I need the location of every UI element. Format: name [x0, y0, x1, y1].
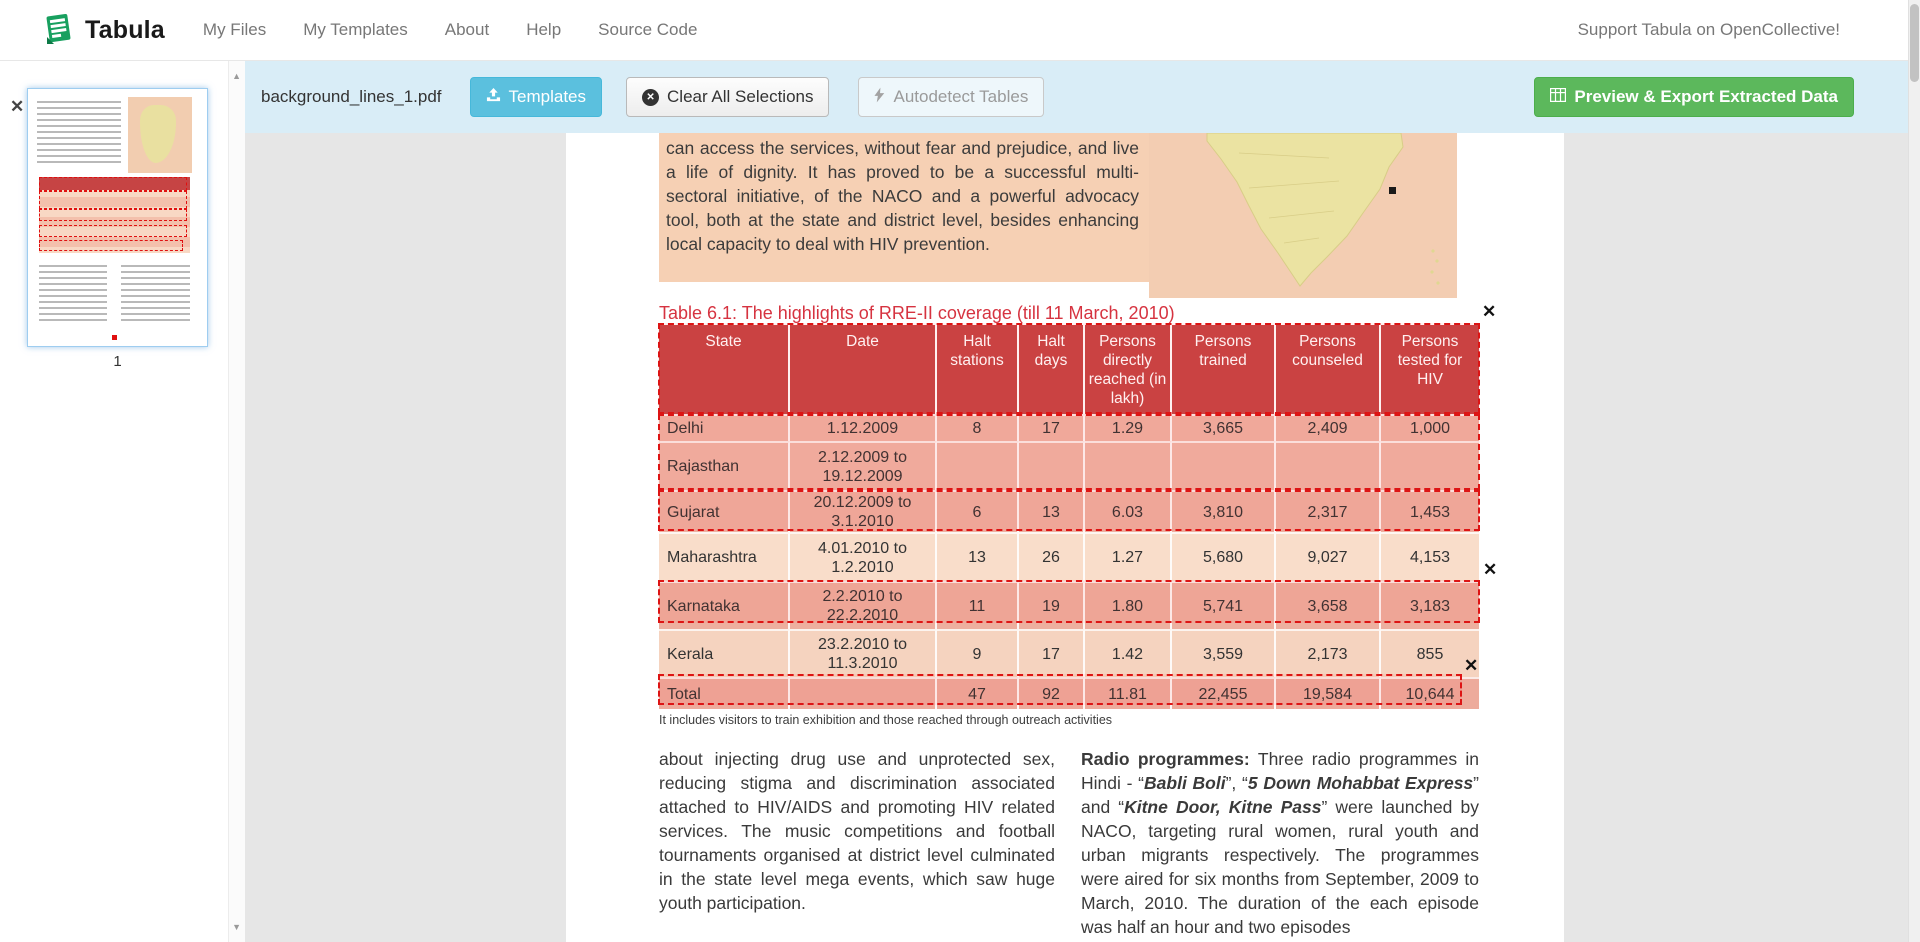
- intro-paragraph: can access the services, without fear and prejudice, and live a life of dignity. It has proved to be a successful multi-sectoral initiative, of the NACO and a powerful advocacy tool, both at the state and district level, besides enhancing local capacity to deal with HIV prevention.: [666, 138, 1139, 254]
- table-cell: 1,000: [1381, 414, 1479, 441]
- table-row: [659, 532, 1479, 581]
- table-cell: 4,153: [1381, 532, 1479, 581]
- thumbnail-selection: [39, 240, 183, 251]
- pdf-intro-block: [659, 133, 1457, 298]
- pdf-page[interactable]: [566, 133, 1564, 942]
- brand[interactable]: [43, 12, 165, 49]
- upload-icon: [486, 87, 501, 107]
- nav-my-templates[interactable]: My Templates: [303, 20, 408, 39]
- table-header-cell: Halt stations: [937, 325, 1019, 414]
- table-header-cell: State: [659, 325, 790, 414]
- navbar: [0, 0, 1920, 61]
- window-scrollbar-thumb[interactable]: [1910, 4, 1919, 82]
- sidebar: [0, 61, 245, 942]
- table-cell: 1.27: [1085, 532, 1172, 581]
- table-cell: 23.2.2010 to 11.3.2010: [790, 629, 937, 677]
- pdf-canvas: [245, 133, 1908, 942]
- table-cell: 1.42: [1085, 629, 1172, 677]
- table-cell: 6: [937, 490, 1019, 532]
- right-column-text: Radio programmes: Three radio programmes in Hindi - “Babli Boli”, “5 Down Mohabbat Express” and “Kitne Door, Kitne Pass” were launched by NACO, targeting rural women, rural youth and urban migrants respectively. The programmes were aired for six months from September, 2009 to March, 2010. The duration of the each episode was half an hour and two episodes: [1081, 749, 1479, 937]
- thumbnail-selection: [39, 191, 187, 209]
- thumbnail-map: [128, 97, 192, 173]
- thumbnail-selection: [39, 209, 187, 221]
- selection-rows-delhi-rajasthan[interactable]: [658, 414, 1480, 490]
- toolbar: [245, 61, 1908, 133]
- table-header-cell: Persons trained: [1172, 325, 1276, 414]
- table-cell: 2,317: [1276, 490, 1381, 532]
- table-cell: 26: [1019, 532, 1085, 581]
- filename-label: background_lines_1.pdf: [261, 87, 442, 106]
- table-cell: 10,644: [1381, 677, 1479, 709]
- thumbnail-text-lines: [37, 101, 121, 167]
- table-cell: 1.29: [1085, 414, 1172, 441]
- table-cell: 17: [1019, 629, 1085, 677]
- nav-about[interactable]: About: [444, 20, 490, 39]
- table-cell: Total: [659, 677, 790, 709]
- table-cell: 19,584: [1276, 677, 1381, 709]
- body-row: [0, 61, 1908, 942]
- table-cell: 4.01.2010 to 1.2.2010: [790, 532, 937, 581]
- thumbnail-text-lines: [39, 265, 107, 325]
- remove-selection-icon[interactable]: ✕: [1464, 656, 1479, 675]
- table-cell: 47: [937, 677, 1019, 709]
- remove-selection-icon[interactable]: ✕: [1483, 560, 1498, 579]
- support-link[interactable]: Support Tabula on OpenCollective!: [1577, 20, 1840, 39]
- page-number-label: 1: [113, 353, 122, 370]
- table-cell: 1,453: [1381, 490, 1479, 532]
- selection-row-total[interactable]: [658, 674, 1462, 705]
- table-cell: 2,409: [1276, 414, 1381, 441]
- table-cell: Rajasthan: [659, 441, 790, 490]
- thumbnail-selection-handle: [112, 335, 117, 340]
- table-cell: 2,173: [1276, 629, 1381, 677]
- templates-button[interactable]: Templates: [470, 77, 602, 117]
- table-cell: Karnataka: [659, 581, 790, 629]
- table-cell: 11.81: [1085, 677, 1172, 709]
- table-cell: 6.03: [1085, 490, 1172, 532]
- table-cell: 3,183: [1381, 581, 1479, 629]
- page-thumbnail[interactable]: [27, 88, 208, 347]
- scroll-up-icon[interactable]: ▲: [232, 71, 241, 81]
- table-cell: 3,658: [1276, 581, 1381, 629]
- table-cell: 92: [1019, 677, 1085, 709]
- preview-export-button[interactable]: Preview & Export Extracted Data: [1534, 77, 1854, 117]
- table-cell: 855: [1381, 629, 1479, 677]
- table-cell: 20.12.2009 to 3.1.2010: [790, 490, 937, 532]
- thumbnail-selection: [39, 177, 187, 191]
- sidebar-scrollbar[interactable]: [228, 61, 245, 942]
- table-cell: Gujarat: [659, 490, 790, 532]
- table-title: Table 6.1: The highlights of RRE-II coverage (till 11 March, 2010): [659, 303, 1175, 323]
- selection-header[interactable]: [658, 323, 1480, 414]
- table-cell: 13: [1019, 490, 1085, 532]
- table-cell: Kerala: [659, 629, 790, 677]
- table-cell: 11: [937, 581, 1019, 629]
- table-cell: 13: [937, 532, 1019, 581]
- main-area: [245, 61, 1908, 942]
- table-cell: 9: [937, 629, 1019, 677]
- window-scrollbar[interactable]: [1908, 0, 1920, 942]
- table-cell: 17: [1019, 414, 1085, 441]
- table-cell: 2.12.2009 to 19.12.2009: [790, 441, 937, 490]
- table-footnote: It includes visitors to train exhibition and those reached through outreach activities: [659, 713, 1113, 727]
- clear-icon: ✕: [642, 89, 659, 106]
- table-grid-icon: [1550, 87, 1566, 107]
- table-header-cell: Persons tested for HIV: [1381, 325, 1479, 414]
- table-cell: 1.80: [1085, 581, 1172, 629]
- nav-help[interactable]: Help: [526, 20, 562, 39]
- remove-page-icon[interactable]: ✕: [10, 97, 25, 116]
- table-cell: 5,741: [1172, 581, 1276, 629]
- india-map-image: [1149, 133, 1457, 298]
- table-cell: Delhi: [659, 414, 790, 441]
- scroll-down-icon[interactable]: ▼: [232, 922, 241, 932]
- table-header-cell: Persons directly reached (in lakh): [1085, 325, 1172, 414]
- selection-row-gujarat[interactable]: [658, 490, 1480, 531]
- table-cell: Maharashtra: [659, 532, 790, 581]
- nav-source-code[interactable]: Source Code: [598, 20, 698, 39]
- table-header-cell: Persons counseled: [1276, 325, 1381, 414]
- thumbnail-table: [39, 177, 190, 253]
- table-cell: 3,665: [1172, 414, 1276, 441]
- left-column-text: about injecting drug use and unprotected sex, reducing stigma and discrimination associated attached to HIV/AIDS and promoting HIV related services. The music competitions and football tournaments organised at district level culminated in the state level mega events, which saw huge youth participation.: [659, 749, 1055, 913]
- table-cell: 22,455: [1172, 677, 1276, 709]
- selection-row-karnataka[interactable]: [658, 580, 1480, 623]
- table-cell: 3,559: [1172, 629, 1276, 677]
- table-cell: 5,680: [1172, 532, 1276, 581]
- main-nav: [203, 20, 697, 40]
- table-cell: 9,027: [1276, 532, 1381, 581]
- remove-selection-icon[interactable]: ✕: [1482, 302, 1497, 321]
- autodetect-tables-button: Autodetect Tables: [858, 77, 1044, 117]
- table-cell: 3,810: [1172, 490, 1276, 532]
- nav-my-files[interactable]: My Files: [202, 20, 267, 39]
- table-header-cell: Date: [790, 325, 937, 414]
- clear-all-selections-button[interactable]: ✕ Clear All Selections: [626, 77, 829, 117]
- table-row: [659, 629, 1479, 677]
- table-cell: 8: [937, 414, 1019, 441]
- table-header-cell: Halt days: [1019, 325, 1085, 414]
- tabula-logo-icon: [43, 12, 75, 49]
- table-cell: 19: [1019, 581, 1085, 629]
- thumbnail-text-lines: [121, 265, 190, 325]
- table-cell: 2.2.2010 to 22.2.2010: [790, 581, 937, 629]
- brand-title: Tabula: [85, 15, 165, 44]
- table-cell: 1.12.2009: [790, 414, 937, 441]
- thumbnail-selection: [39, 225, 187, 237]
- lightning-icon: [874, 87, 885, 108]
